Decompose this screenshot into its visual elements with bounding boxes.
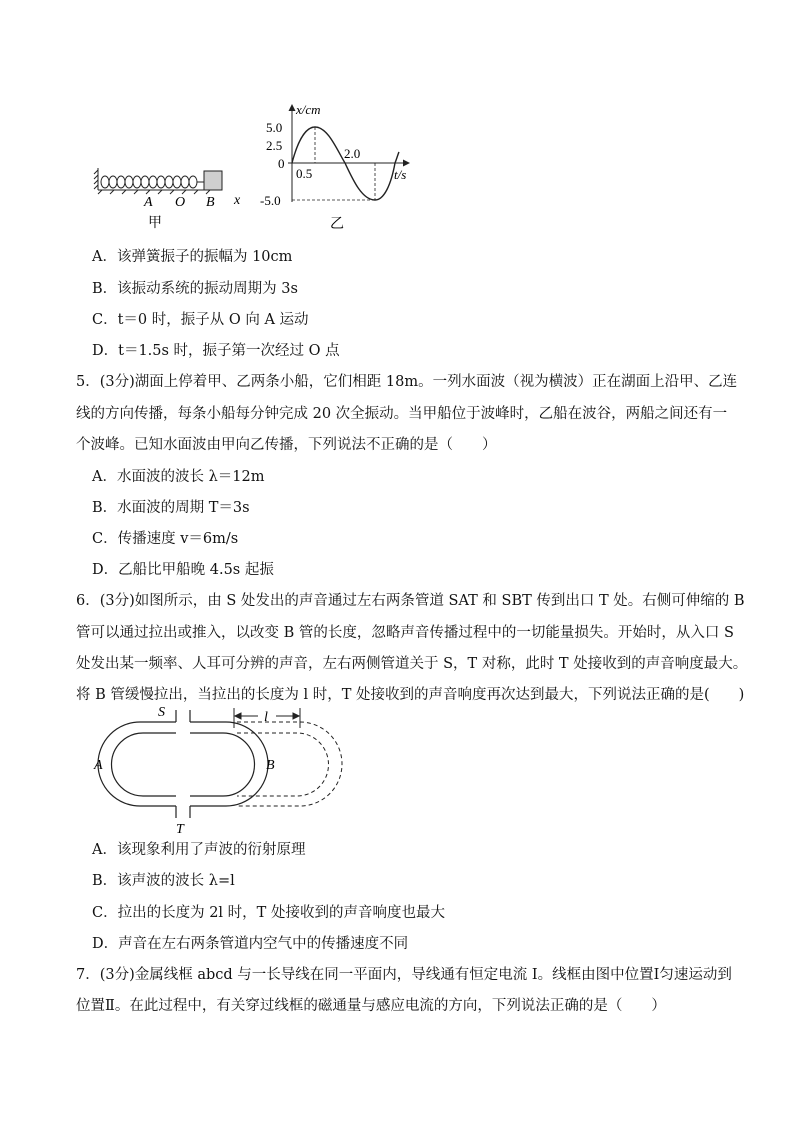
- q6-stem-line-4: 将 B 管缓慢拉出，当拉出的长度为 l 时，T 处接收到的声音响度再次达到最大，下列说法正确的是( ): [76, 687, 745, 703]
- tick-neg5: -5.0: [260, 193, 281, 208]
- q5-option-c: C．传播速度 v＝6m/s: [92, 531, 239, 547]
- tick-5: 5.0: [266, 120, 283, 135]
- label-l: l: [264, 710, 268, 725]
- q5-option-d: D．乙船比甲船晚 4.5s 起振: [92, 562, 274, 578]
- tick-2-0: 2.0: [344, 146, 361, 161]
- tick-0-5: 0.5: [296, 166, 313, 181]
- q6-option-c: C．拉出的长度为 2l 时，T 处接收到的声音响度也最大: [92, 905, 445, 921]
- label-T: T: [176, 822, 184, 836]
- q4-option-d: D．t＝1.5s 时，振子第一次经过 O 点: [92, 343, 340, 359]
- label-S: S: [158, 706, 165, 720]
- tick-0: 0: [278, 156, 285, 171]
- spring-oscillator-figure: [92, 160, 252, 235]
- label-x: x: [234, 193, 241, 208]
- q4-option-c: C．t＝0 时，振子从 O 向 A 运动: [92, 312, 309, 328]
- q6-option-b: B．该声波的波长 λ=l: [92, 873, 235, 889]
- sound-tube-figure: [90, 706, 350, 836]
- q6-stem-line-3: 处发出某一频率、人耳可分辨的声音，左右两侧管道关于 S，T 对称，此时 T 处接收到的声音响度最大。: [76, 656, 748, 672]
- q6-option-d: D．声音在左右两条管道内空气中的传播速度不同: [92, 936, 409, 952]
- label-B: B: [266, 758, 275, 773]
- displacement-time-graph: [258, 100, 418, 235]
- mass-block: [204, 171, 222, 190]
- caption-jia: 甲: [148, 216, 162, 231]
- tube-extended-dashed: [237, 722, 342, 806]
- q5-stem-line-1: 5．(3分)湖面上停着甲、乙两条小船，它们相距 18m。一列水面波（视为横波）正在湖面上沿甲、乙连: [76, 374, 738, 390]
- x-axis-label: t/s: [394, 167, 407, 182]
- label-A: A: [94, 758, 103, 773]
- tube-outer: [98, 722, 268, 806]
- q5-stem-line-2: 线的方向传播，每条小船每分钟完成 20 次全振动。当甲船位于波峰时，乙船在波谷，两船之间还有一: [76, 406, 728, 422]
- tick-2-5: 2.5: [266, 138, 283, 153]
- q4-option-b: B．该振动系统的振动周期为 3s: [92, 281, 298, 297]
- q6-stem-line-1: 6．(3分)如图所示，由 S 处发出的声音通过左右两条管道 SAT 和 SBT 传到出口 T 处。右侧可伸缩的 B: [76, 593, 745, 609]
- q4-option-a: A．该弹簧振子的振幅为 10cm: [92, 249, 293, 265]
- wall-hatch: [94, 168, 98, 190]
- q5-option-b: B．水面波的周期 T＝3s: [92, 500, 250, 516]
- label-B: B: [206, 195, 215, 210]
- q7-stem-line-1: 7．(3分)金属线框 abcd 与一长导线在同一平面内，导线通有恒定电流 I。线框由图中位置Ⅰ匀速运动到: [76, 967, 732, 983]
- inlet-S: [176, 710, 190, 722]
- label-O: O: [175, 195, 186, 210]
- caption-yi: 乙: [330, 217, 344, 232]
- y-axis-label: x/cm: [296, 102, 321, 117]
- spring: [101, 176, 204, 188]
- q7-stem-line-2: 位置Ⅱ。在此过程中，有关穿过线框的磁通量与感应电流的方向，下列说法正确的是（ ）: [76, 998, 666, 1014]
- outlet-T: [176, 806, 190, 818]
- q5-option-a: A．水面波的波长 λ＝12m: [92, 469, 265, 485]
- label-A: A: [144, 195, 153, 210]
- q6-stem-line-2: 管可以通过拉出或推入，以改变 B 管的长度，忽略声音传播过程中的一切能量损失。开始时，从入口 S: [76, 625, 734, 641]
- q5-stem-line-3: 个波峰。已知水面波由甲向乙传播，下列说法不正确的是（ ）: [76, 437, 497, 453]
- tube-inner: [112, 733, 255, 796]
- q6-option-a: A．该现象利用了声波的衍射原理: [92, 842, 306, 858]
- ground-line: [98, 190, 222, 194]
